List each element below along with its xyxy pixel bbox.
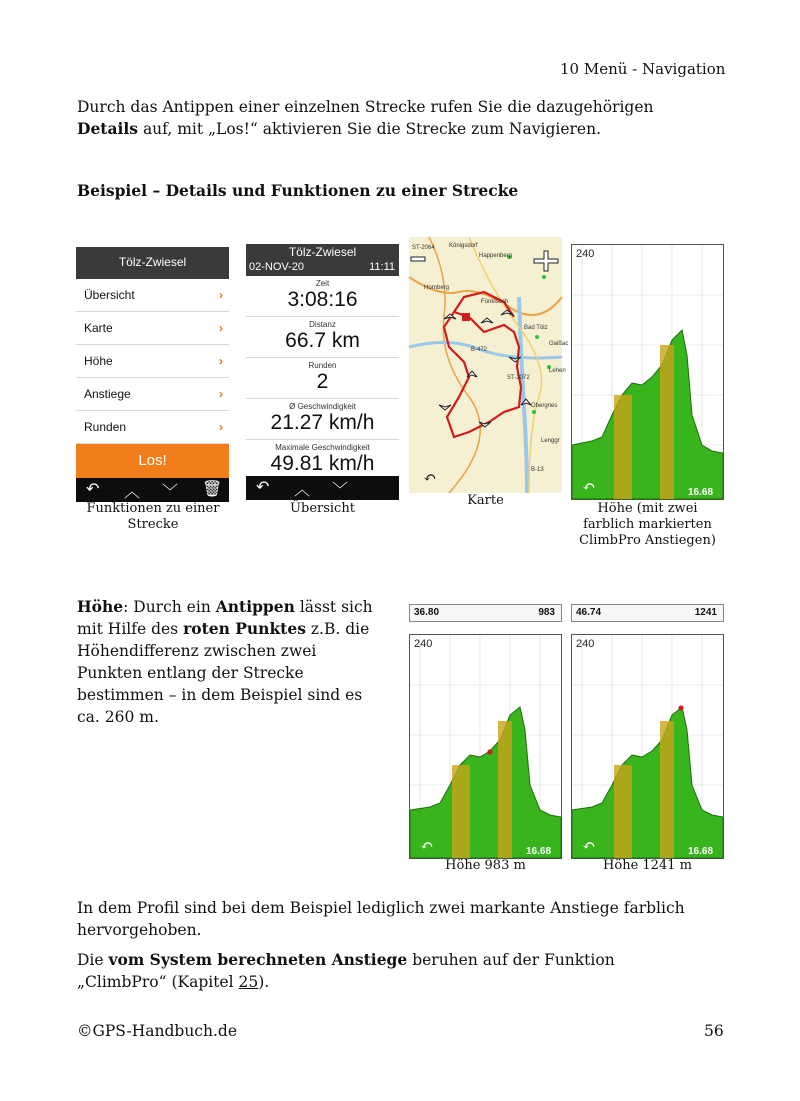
stat-label: Ø Geschwindigkeit	[289, 402, 356, 411]
caption-elevation-line-3: ClimbPro Anstiegen)	[579, 533, 716, 548]
y-max-label: 240	[576, 638, 595, 650]
device-screen-elevation[interactable]	[571, 244, 724, 500]
red-point-marker[interactable]	[678, 705, 683, 710]
chevron-down-icon[interactable]: ﹀	[162, 484, 179, 501]
map-label: Obergries	[531, 403, 558, 409]
menu-item-label: Übersicht	[84, 288, 135, 302]
elevation-svg	[572, 245, 723, 499]
intro-line-2	[77, 118, 737, 140]
page-number: 56	[704, 1022, 724, 1040]
hoehe-text: lässt sich	[294, 598, 373, 616]
menu-item-runden[interactable]	[76, 411, 229, 444]
overview-header	[246, 244, 399, 276]
menu-title: Tölz-Zwiesel	[76, 247, 229, 279]
caption-elevation-983: Höhe 983 m	[445, 858, 526, 873]
back-icon[interactable]: ↶	[420, 836, 434, 855]
caption-menu-line-2: Strecke	[127, 517, 179, 532]
menu-item-label: Karte	[84, 321, 113, 335]
hoehe-text: : Durch ein	[123, 598, 216, 616]
outro-text: beruhen auf der Funktion	[407, 951, 615, 969]
trash-icon[interactable]: 🗑	[202, 481, 223, 498]
stat-label: Maximale Geschwindigkeit	[275, 443, 370, 452]
outro-text: Die	[77, 951, 109, 969]
hoehe-text: mit Hilfe des	[77, 620, 184, 638]
footer-copyright: ©GPS-Handbuch.de	[77, 1022, 237, 1040]
hoehe-line-2	[77, 618, 397, 640]
device-screen-map[interactable]	[409, 237, 569, 493]
outro-text: ).	[258, 973, 270, 991]
device-screen-overview	[246, 244, 399, 500]
stat-value: 66.7 km	[285, 329, 360, 352]
map-label: ST-2064	[412, 245, 435, 251]
overview-title: Tölz-Zwiesel	[288, 245, 357, 259]
chevron-down-icon[interactable]: ﹀	[332, 482, 349, 499]
caption-elevation-line-1: Höhe (mit zwei	[597, 501, 698, 516]
outro-text: „ClimbPro“ (Kapitel	[77, 973, 239, 991]
caption-overview: Übersicht	[290, 501, 355, 516]
readout-distance: 36.80	[414, 607, 440, 618]
stat-value: 49.81 km/h	[270, 452, 375, 475]
caption-elevation-1241: Höhe 1241 m	[603, 858, 692, 873]
chevron-up-icon[interactable]: ︿	[294, 482, 311, 499]
map-label: Happenberg	[479, 253, 513, 259]
menu-item-label: Höhe	[84, 354, 113, 368]
hoehe-line-4: Punkten entlang der Strecke	[77, 664, 304, 682]
menu-item-anstiege[interactable]	[76, 378, 229, 411]
chapter-link[interactable]: 25	[238, 973, 259, 991]
chevron-right-icon: ›	[219, 321, 223, 335]
outro-line-2: hervorgehoben.	[77, 921, 202, 939]
stat-max-speed	[246, 440, 399, 480]
los-button[interactable]: Los!	[76, 444, 229, 478]
stat-value: 21.27 km/h	[270, 411, 375, 434]
caption-menu	[70, 501, 236, 533]
hoehe-text: z.B. die	[305, 620, 370, 638]
overview-date: 02-NOV-20	[249, 261, 305, 273]
back-icon[interactable]: ↶	[582, 836, 596, 855]
outro-paragraph-2	[77, 949, 737, 993]
chevron-right-icon: ›	[219, 420, 223, 434]
y-max-label: 240	[576, 248, 595, 260]
menu-item-hoehe[interactable]	[76, 345, 229, 378]
map-label: Fünklsoch	[481, 299, 509, 305]
back-icon[interactable]: ↶	[423, 468, 437, 487]
back-icon[interactable]: ↶	[582, 477, 596, 496]
map-label: Hornberg	[424, 285, 450, 291]
nav-bar	[246, 476, 399, 500]
red-point-marker[interactable]	[487, 749, 492, 754]
hoehe-bold: Höhe	[77, 597, 124, 616]
map-label: Bad Tölz	[524, 325, 548, 331]
caption-elevation-line-2: farblich markierten	[583, 517, 712, 532]
outro-line-3	[77, 949, 737, 971]
map-label: B-472	[471, 347, 488, 353]
chevron-right-icon: ›	[219, 288, 223, 302]
stat-label: Distanz	[309, 320, 336, 329]
readout-elevation: 983	[538, 607, 555, 618]
readout-distance: 46.74	[576, 607, 602, 618]
menu-item-uebersicht[interactable]	[76, 279, 229, 312]
map-svg	[409, 237, 569, 493]
hoehe-line-1	[77, 596, 397, 618]
caption-menu-line-1: Funktionen zu einer	[86, 501, 220, 516]
section-title: Beispiel – Details und Funktionen zu einer Strecke	[77, 181, 519, 200]
menu-item-karte[interactable]	[76, 312, 229, 345]
chevron-right-icon: ›	[219, 354, 223, 368]
intro-paragraph	[77, 96, 737, 140]
readout-bar-1241	[571, 604, 724, 622]
scale-label: 16.68	[688, 846, 714, 857]
antippen-bold: Antippen	[215, 597, 295, 616]
stat-runden	[246, 358, 399, 399]
roter-punkt-bold: roten Punktes	[183, 619, 306, 638]
stat-avg-speed	[246, 399, 399, 440]
outro-line-1: In dem Profil sind bei dem Beispiel lediglich zwei markante Anstiege farblich	[77, 899, 685, 917]
device-screen-elevation-1241[interactable]	[571, 634, 724, 859]
zoom-out-icon[interactable]	[411, 257, 425, 261]
map-label: ST-2072	[507, 375, 530, 381]
stat-value: 2	[316, 370, 329, 393]
map-label: Gaißac	[549, 341, 569, 347]
readout-bar-983	[409, 604, 562, 622]
hoehe-paragraph	[77, 596, 397, 728]
map-label: Lenggr	[541, 438, 560, 444]
back-icon[interactable]: ↶	[86, 481, 100, 498]
back-icon[interactable]: ↶	[256, 479, 270, 496]
chevron-right-icon: ›	[219, 387, 223, 401]
hoehe-line-5: bestimmen – in dem Beispiel sind es	[77, 686, 363, 704]
scale-label: 16.68	[688, 487, 714, 498]
readout-elevation: 1241	[694, 607, 717, 618]
intro-line-1: Durch das Antippen einer einzelnen Strecke rufen Sie die dazugehörigen	[77, 98, 654, 116]
stat-label: Runden	[308, 361, 337, 370]
caption-elevation	[565, 501, 730, 549]
y-max-label: 240	[414, 638, 433, 650]
stat-zeit	[246, 276, 399, 317]
hoehe-line-6: ca. 260 m.	[77, 708, 159, 726]
map-label: Lehen	[549, 368, 566, 374]
outro-bold: vom System berechneten Anstiege	[108, 950, 408, 969]
nav-bar	[76, 478, 229, 502]
menu-item-label: Runden	[84, 420, 127, 434]
elevation-svg	[410, 635, 561, 858]
outro-paragraph-1	[77, 897, 737, 941]
device-screen-menu	[76, 247, 229, 500]
intro-line-2-text: auf, mit „Los!“ aktivieren Sie die Strecke zum Navigieren.	[138, 120, 601, 138]
stat-distanz	[246, 317, 399, 358]
hoehe-line-3: Höhendifferenz zwischen zwei	[77, 642, 317, 660]
intro-details-bold: Details	[77, 119, 139, 138]
device-screen-elevation-983[interactable]	[409, 634, 562, 859]
map-label: Königsdorf	[449, 243, 478, 249]
outro-line-4	[77, 971, 737, 993]
menu-item-label: Anstiege	[84, 387, 131, 401]
scale-label: 16.68	[526, 846, 552, 857]
stat-value: 3:08:16	[287, 288, 358, 311]
caption-map: Karte	[467, 493, 504, 508]
overview-time: 11:11	[369, 261, 395, 273]
map-label: B-13	[531, 467, 544, 473]
chevron-up-icon[interactable]: ︿	[124, 484, 141, 501]
stat-label: Zeit	[315, 279, 330, 288]
elevation-svg	[572, 635, 723, 858]
chapter-header: 10 Menü - Navigation	[560, 60, 726, 78]
